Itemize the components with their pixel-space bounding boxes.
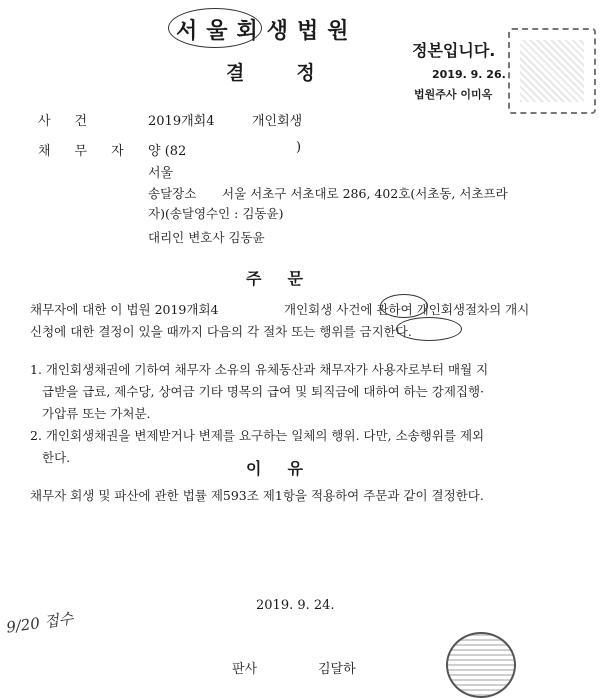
order-intro-line-2: 신청에 대한 결정이 있을 때까지 다음의 각 절차 또는 행위를 금지한다.: [30, 324, 412, 339]
order-item-2-line-1: 2. 개인회생채권을 변제받거나 변제를 요구하는 일체의 행위. 다만, 소송행위를 제외: [30, 428, 485, 443]
court-name: 서울회생법원: [176, 19, 358, 44]
case-type: 개인회생: [252, 114, 303, 129]
order-heading: 주문: [246, 269, 329, 288]
order-item-1-line-3: 가압류 또는 가처분.: [42, 406, 151, 421]
certified-copy-stamp: 정본입니다.: [412, 41, 496, 60]
debtor-label: 채무자: [38, 144, 148, 159]
judge-seal-stamp: [446, 632, 516, 698]
order-item-2-line-2: 한다.: [42, 450, 71, 465]
judge-title: 판사: [232, 662, 258, 677]
reason-text: 채무자 회생 및 파산에 관한 법률 제593조 제1항을 적용하여 주문과 같이 결정한다.: [30, 488, 484, 503]
court-name-circle-mark: [168, 8, 262, 48]
prohibit-circle-mark: [396, 317, 462, 341]
debtor-name: 양 (82: [148, 144, 187, 159]
certified-officer: 법원주사 이미옥: [414, 88, 493, 101]
service-address-line-1: 서울 서초구 서초대로 286, 402호(서초동, 서초프라: [222, 186, 508, 201]
certified-date: 2019. 9. 26.: [432, 68, 506, 81]
judge-name: 김달하: [318, 662, 356, 677]
regarding-circle-mark: [380, 294, 428, 318]
debtor-name-close: ): [296, 140, 302, 155]
order-item-1-line-2: 급받을 급료, 제수당, 상여금 기타 명목의 급여 및 퇴직금에 대하여 하는 강제집행·: [42, 384, 485, 399]
case-number: 2019개회4: [148, 114, 215, 129]
legal-agent: 대리인 변호사 김동윤: [148, 230, 265, 245]
case-label: 사건: [38, 114, 112, 129]
order-item-1-line-1: 1. 개인회생채권에 기하여 채무자 소유의 유체동산과 채무자가 사용자로부터 매월 지: [30, 362, 489, 377]
handwritten-receipt-note: 9/20 접수: [5, 609, 75, 637]
order-intro-line-1b: 개인회생 사건에 관하여 개인회생절차의 개시: [284, 302, 530, 317]
document-title: 결정: [226, 62, 367, 84]
reason-heading: 이유: [246, 459, 329, 478]
service-address-line-2: 자)(송달영수인 : 김동윤): [148, 206, 284, 221]
service-label: 송달장소: [148, 186, 197, 201]
court-seal-stamp: [508, 28, 596, 114]
order-intro-line-1a: 채무자에 대한 이 법원 2019개회4: [30, 302, 219, 317]
decision-date: 2019. 9. 24.: [256, 598, 335, 613]
debtor-city: 서울: [148, 166, 174, 181]
